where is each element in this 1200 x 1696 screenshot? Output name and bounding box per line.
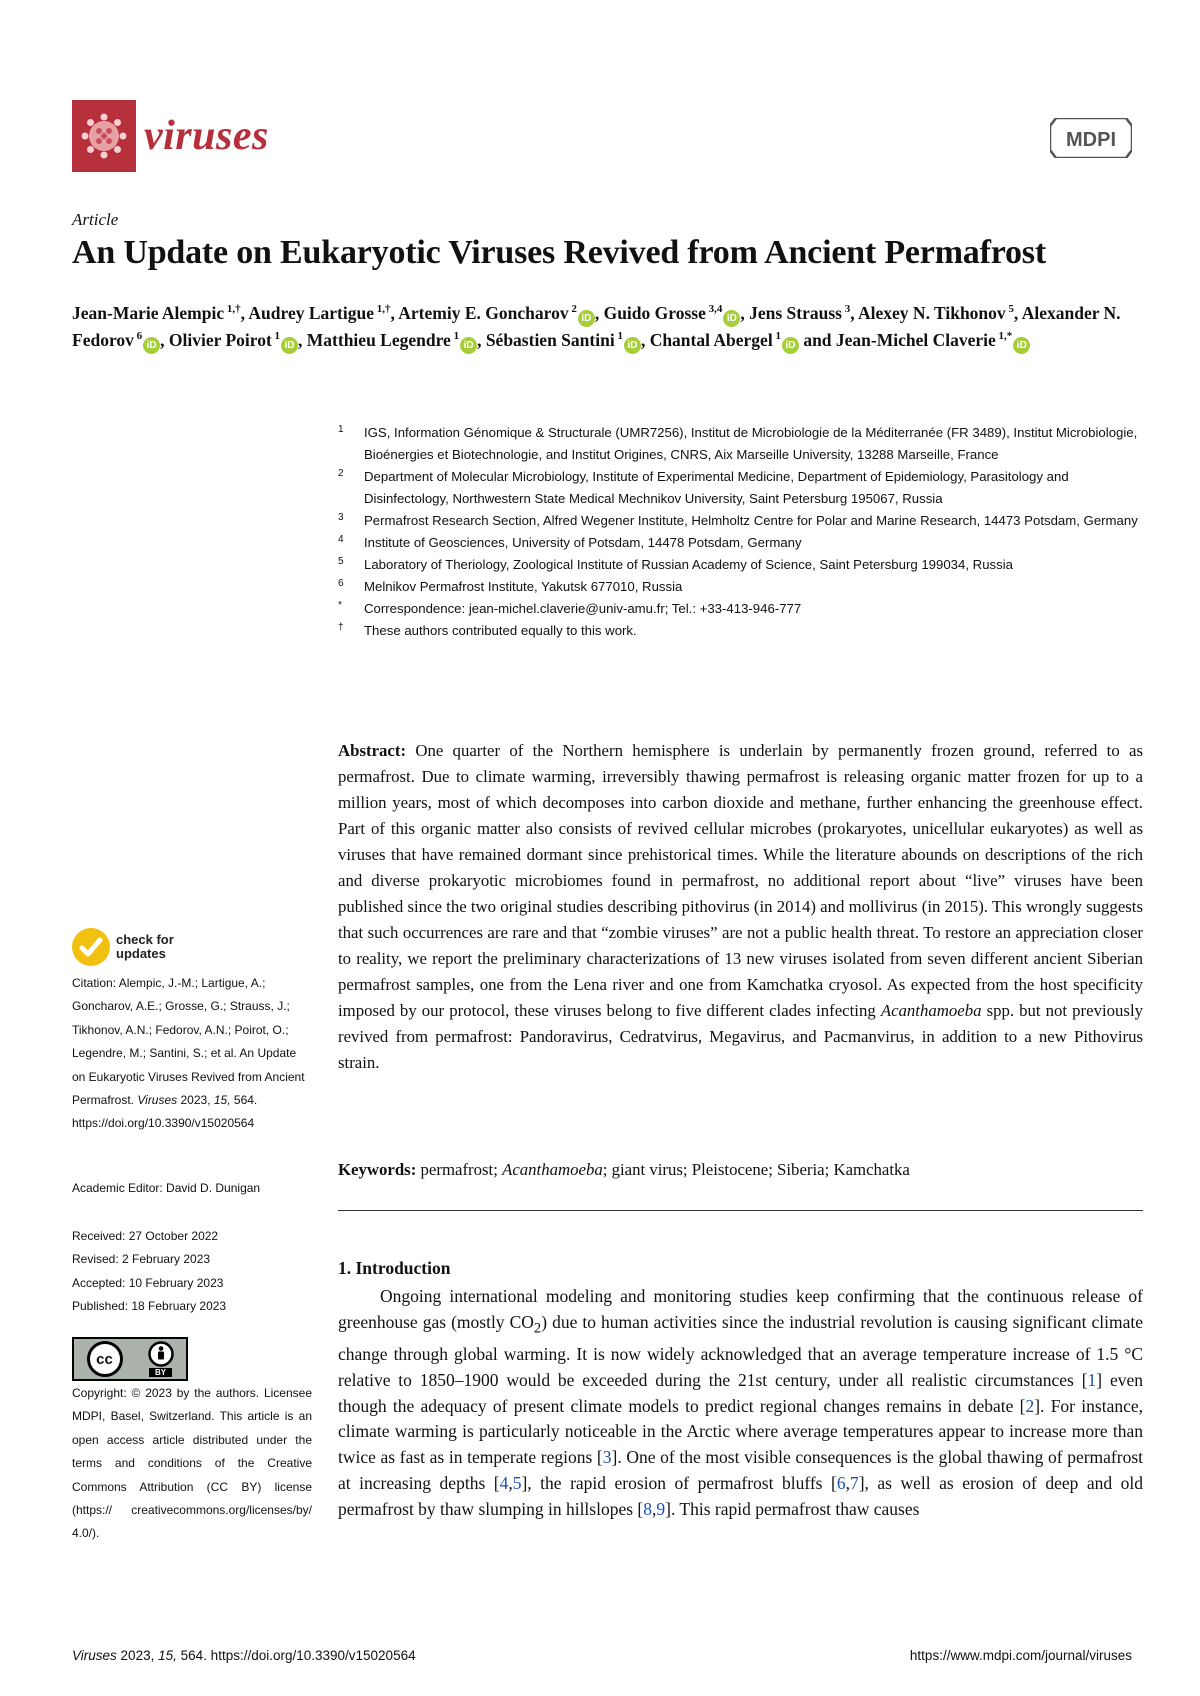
author-name[interactable]: Guido Grosse $^{3,4}$iD — [604, 303, 741, 323]
affiliation-mark: 5 — [338, 556, 344, 567]
affiliation-mark: 3 — [338, 512, 344, 523]
citation-link[interactable]: 7 — [849, 1473, 859, 1494]
citation-link[interactable]: 5 — [512, 1473, 522, 1494]
orcid-icon[interactable]: iD — [1013, 337, 1030, 354]
author-affiliation-mark: 1 — [614, 330, 623, 343]
author-name[interactable]: Audrey Lartigue $^{1,\dagger}$ — [248, 303, 391, 323]
author-name[interactable]: Artemiy E. Goncharov $^2$iD — [398, 303, 595, 323]
affiliation-item — [338, 466, 1143, 510]
affiliation-item — [338, 422, 1143, 466]
abstract-label: Abstract: — [338, 741, 407, 760]
author-affiliation-mark: 1 — [450, 330, 460, 343]
section-heading: 1. Introduction — [338, 1258, 451, 1278]
orcid-icon[interactable]: iD — [460, 337, 477, 354]
journal-logo — [72, 100, 269, 172]
abstract-text: One quarter of the Northern hemisphere is underlain by permanently frozen ground, referred to as permafrost. Due to climate warming, irreversibly thawing permafrost is releasing organic matter frozen for up to a million years, most of which decomposes into carbon dioxide and methane, further enhancing the greenhouse effect. Part of this organic matter also consists of revived cellular microbes (prokaryotes, unicellular eukaryotes) as well as viruses that have remained dormant since prehistorical times. While the literature abounds on descriptions of the rich and diverse prokaryotic microbiomes found in permafrost, no additional report about “live” viruses have been published since the two original studies describing pithovirus (in 2014) and mollivirus (in 2015). This wrongly suggests that such occurrences are rare and that “zombie viruses” are not a public health threat. To restore an appreciation closer to reality, we report the preliminary characterizations of 13 new viruses isolated from seven different ancient Siberian permafrost samples, one from the Lena river and one from Kamchatka cryosol. As expected from the host specificity imposed by our protocol, these viruses belong to five different clades infecting — [338, 741, 1143, 1020]
abstract — [338, 738, 1143, 1076]
academic-editor: Academic Editor: David D. Dunigan — [72, 1181, 261, 1195]
affiliation-mark: † — [338, 622, 344, 633]
affiliation-mark: 2 — [338, 468, 344, 479]
revised-date: Revised: 2 February 2023 — [72, 1252, 211, 1267]
orcid-icon[interactable]: iD — [782, 337, 799, 354]
affiliation-text: Department of Molecular Microbiology, Institute of Experimental Medicine, Department of Epidemiology, Parasitology and Disinfectology, Northwestern State Medical Mechnikov University, Saint Petersburg 195067, Russia — [364, 469, 1069, 506]
keywords-label: Keywords: — [338, 1160, 417, 1179]
citation-link[interactable]: 4 — [499, 1473, 509, 1494]
orcid-icon[interactable]: iD — [143, 337, 160, 354]
affiliation-text: These authors contributed equally to this work. — [364, 623, 637, 638]
citation-block: Citation: Alempic, J.-M.; Lartigue, A.; Goncharov, A.E.; Grosse, G.; Strauss, J.; Tikhonov, A.N.; Fedorov, A.N.; Poirot, O.; Legendre, M.; Santini, S.; et al. An Update on Eukaryotic Viruses Revived from Ancient Permafrost. Viruses 2023, 15, 564. https://doi.org/10.3390/v15020564 — [72, 976, 305, 1131]
author-name[interactable]: Alexey N. Tikhonov $^5$ — [858, 303, 1014, 323]
footer-citation: Viruses 2023, 15, 564. https://doi.org/10.3390/v15020564 — [72, 1648, 416, 1663]
abstract-text-after: spp. but not previously revived from permafrost: Pandoravirus, Cedratvirus, Megavirus, and Pacmanvirus, in addition to a new Pithovirus strain. — [338, 1001, 1143, 1072]
affiliation-item — [338, 620, 1143, 642]
orcid-icon[interactable]: iD — [578, 310, 595, 327]
author-name[interactable]: Jens Strauss $^3$ — [749, 303, 851, 323]
received-date: Received: 27 October 2022 — [72, 1229, 219, 1243]
author-name[interactable]: Alexander N. Fedorov $^6$iD — [72, 303, 1121, 350]
introduction-paragraph: Ongoing international modeling and monitoring studies keep confirming that the continuous release of greenhouse gas (mostly $CO_2$) due to human activities since the industrial revolution is causing significant climate change through global warming. It is now widely acknowledged that an average temperature increase of 1.5 °C relative to 1850–1900 would be exceeded during the 21st century, under all realistic circumstances [1] even though the adequacy of present climate models to predict regional changes remains in debate [2]. For instance, climate warming is particularly noticeable in the Arctic where average temperatures appear to increase more than twice as fast as in temperate regions [3]. One of the most visible consequences is the global thawing of permafrost at increasing depths [4,5], the rapid erosion of permafrost bluffs [6,7], as well as erosion of deep and old permafrost by thaw slumping in hillslopes [8,9]. This rapid permafrost thaw causes — [338, 1286, 1144, 1519]
author-affiliation-mark: 3,4 — [705, 303, 723, 316]
author-name[interactable]: Chantal Abergel $^1$iD — [650, 330, 799, 350]
cc-icon: cc — [87, 1341, 123, 1377]
keyword-text: permafrost; — [420, 1160, 498, 1179]
affiliations — [338, 422, 1143, 642]
affiliation-text: Institute of Geosciences, University of Potsdam, 14478 Potsdam, Germany — [364, 535, 802, 550]
affiliation-item — [338, 554, 1143, 576]
citation-link[interactable]: 1 — [1087, 1369, 1097, 1390]
author-list: Jean-Marie Alempic $^{1,\dagger}$, Audrey Lartigue $^{1,\dagger}$, Artemiy E. Goncharov $^2$iD , Guido Grosse $^{3,4}$iD , Jens Strauss $^3$, Alexey N. Tikhonov $^5$, Alexander N. Fedorov $^6$iD , Olivier Poirot $^1$iD , Matthieu Legendre $^1$iD , Sébastien Santini $^1$iD , Chantal Abergel $^1$iD and Jean-Michel Claverie $^{1,*}$iD — [72, 300, 1142, 354]
citation-link[interactable]: 2 — [1025, 1395, 1035, 1416]
keyword-text-after: ; giant virus; Pleistocene; Siberia; Kamchatka — [602, 1160, 910, 1179]
author-name[interactable]: Olivier Poirot $^1$iD — [169, 330, 298, 350]
author-name[interactable]: Jean-Michel Claverie $^{1,*}$iD — [836, 330, 1030, 350]
affiliation-text: Melnikov Permafrost Institute, Yakutsk 677010, Russia — [364, 579, 683, 594]
affiliation-text: Correspondence: jean-michel.claverie@univ-amu.fr; Tel.: +33-413-946-777 — [364, 601, 802, 616]
citation-link[interactable]: 3 — [602, 1447, 612, 1468]
affiliation-item — [338, 532, 1143, 554]
published-date: Published: 18 February 2023 — [72, 1299, 227, 1314]
publication-dates — [72, 1225, 312, 1319]
affiliation-text: Laboratory of Theriology, Zoological Institute of Russian Academy of Science, Saint Petersburg 199034, Russia — [364, 557, 1013, 572]
author-affiliation-mark: 1 — [772, 330, 781, 343]
affiliation-item — [338, 598, 1143, 620]
affiliation-text: Permafrost Research Section, Alfred Wegener Institute, Helmholtz Centre for Polar and Marine Research, 14473 Potsdam, Germany — [364, 513, 1138, 528]
mdpi-logo — [1050, 118, 1132, 163]
author-affiliation-mark: 3 — [841, 303, 851, 316]
author-name[interactable]: Sébastien Santini $^1$iD — [486, 330, 641, 350]
copyright-notice: Copyright: © 2023 by the authors. Licensee MDPI, Basel, Switzerland. This article is an open access article distributed under the terms and conditions of the Creative Commons Attribution (CC BY) license (https:// creativecommons.org/licenses/by/ 4.0/). — [72, 1386, 312, 1541]
orcid-icon[interactable]: iD — [281, 337, 298, 354]
orcid-icon[interactable]: iD — [624, 337, 641, 354]
publisher-name: MDPI — [1066, 129, 1116, 151]
footer-journal-url[interactable]: https://www.mdpi.com/journal/viruses — [909, 1648, 1132, 1663]
orcid-icon[interactable]: iD — [723, 310, 740, 327]
abstract-italic-term: Acanthamoeba — [880, 1001, 982, 1020]
citation-link[interactable]: 8 — [643, 1498, 652, 1519]
article-type: Article — [72, 210, 119, 229]
author-affiliation-mark: 2 — [568, 303, 577, 316]
author-affiliation-mark: 1,† — [373, 303, 391, 316]
affiliation-mark: 6 — [338, 578, 344, 589]
divider — [338, 1210, 1143, 1211]
citation-link[interactable]: 9 — [656, 1498, 666, 1519]
author-affiliation-mark: 6 — [133, 330, 143, 343]
check-for-updates-button[interactable] — [72, 928, 174, 966]
author-affiliation-mark: 1,† — [224, 303, 241, 316]
check-updates-line1: check for — [116, 932, 174, 947]
keyword-italic: Acanthamoeba — [502, 1160, 603, 1179]
author-affiliation-mark: 5 — [1005, 303, 1014, 316]
author-affiliation-mark: 1,* — [995, 330, 1013, 343]
citation-link[interactable]: 6 — [836, 1473, 846, 1494]
affiliation-item — [338, 576, 1143, 598]
page-title: An Update on Eukaryotic Viruses Revived from Ancient Permafrost — [72, 234, 1046, 271]
affiliation-item — [338, 510, 1143, 532]
virus-icon — [72, 100, 136, 172]
author-name[interactable]: Jean-Marie Alempic $^{1,\dagger}$ — [72, 303, 241, 323]
affiliation-text: IGS, Information Génomique & Structurale (UMR7256), Institut de Microbiologie de la Méditerranée (FR 3489), Institut Microbiologie, Bioénergies et Biotechnologie, and Institut Origines, CNRS, Aix Marseille University, 13288 Marseille, France — [364, 425, 1138, 462]
accepted-date: Accepted: 10 February 2023 — [72, 1275, 224, 1290]
check-updates-icon — [72, 928, 110, 966]
keywords — [338, 1158, 1143, 1182]
author-affiliation-mark: 1 — [271, 330, 281, 343]
affiliation-mark: 1 — [338, 424, 344, 435]
affiliation-mark: 4 — [338, 534, 344, 545]
cc-by-license-badge[interactable] — [72, 1337, 188, 1381]
check-updates-line2: updates — [116, 946, 166, 961]
by-icon: BY — [148, 1341, 174, 1377]
journal-name: viruses — [144, 113, 269, 159]
author-name[interactable]: Matthieu Legendre $^1$iD — [307, 330, 477, 350]
affiliation-mark: * — [338, 600, 342, 611]
